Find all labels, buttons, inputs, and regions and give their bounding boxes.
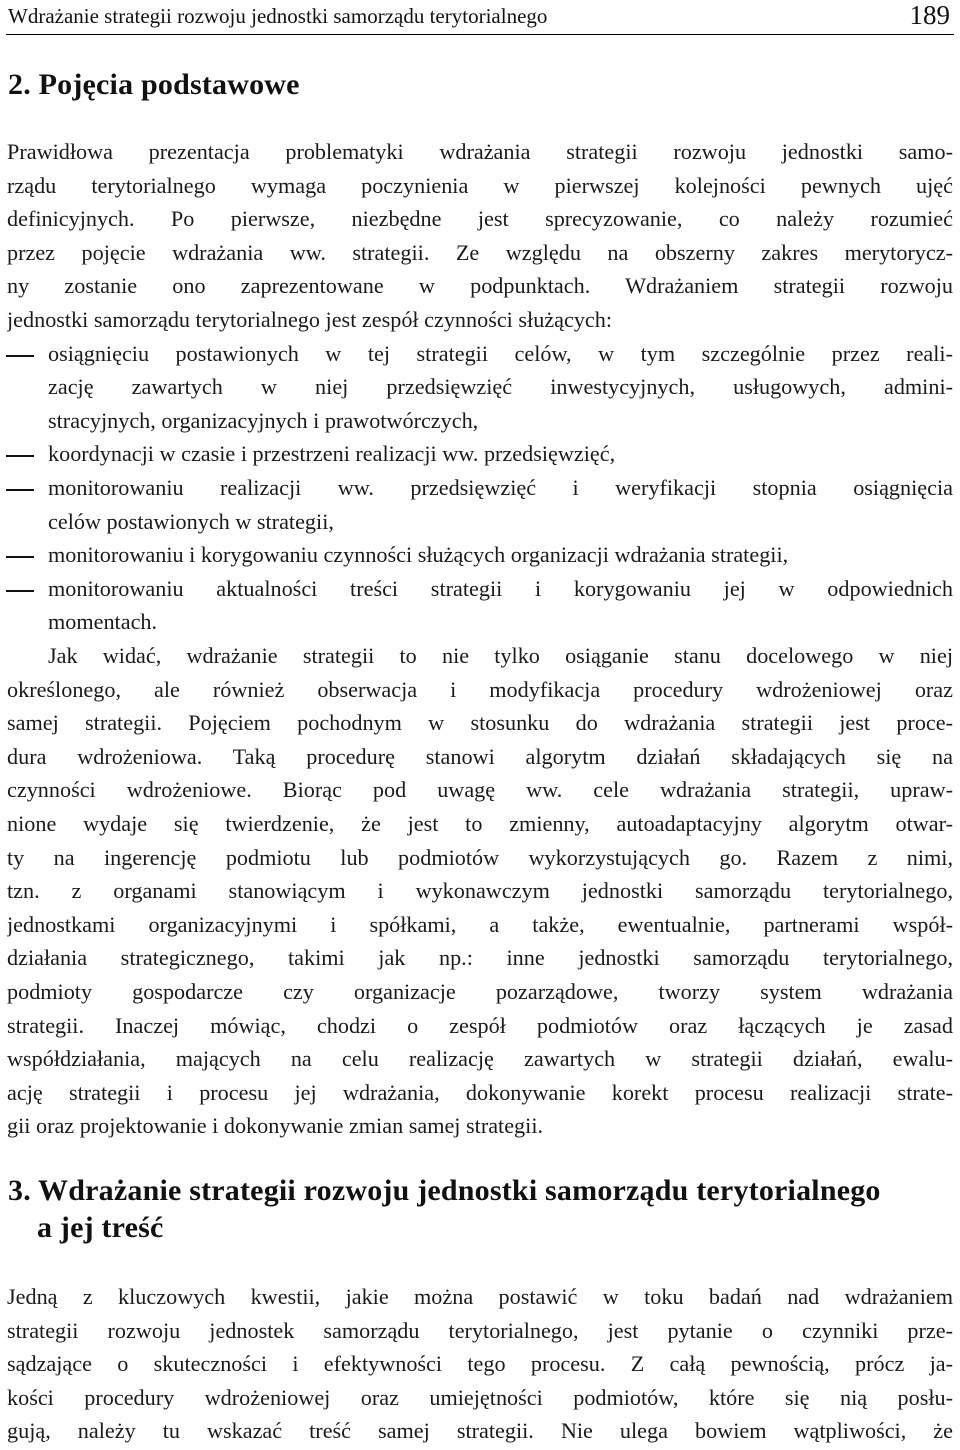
paragraph-line: dura wdrożeniowa. Taką procedurę stanowi algorytm działań składających się na bbox=[7, 744, 953, 769]
running-header-title: Wdrażanie strategii rozwoju jednostki samorządu terytorialnego bbox=[8, 4, 548, 28]
bullet-item-line: osiągnięciu postawionych w tej strategii celów, w tym szczególnie przez reali- bbox=[48, 341, 953, 366]
paragraph-line: strategii. Inaczej mówiąc, chodzi o zespół podmiotów oraz łączących je zasad bbox=[7, 1013, 953, 1038]
page-number: 189 bbox=[909, 0, 950, 30]
paragraph-line: rządu terytorialnego wymaga poczynienia w pierwszej kolejności pewnych ujęć bbox=[7, 173, 953, 198]
running-header bbox=[6, 0, 954, 35]
bullet-item-line: zację zawartych w niej przedsięwzięć inwestycyjnych, usługowych, admini- bbox=[48, 374, 953, 399]
paragraph-line: samej strategii. Pojęciem pochodnym w stosunku do wdrażania strategii jest proce- bbox=[7, 710, 953, 735]
paragraph-line: sądzające o skuteczności i efektywności tego procesu. Z całą pewnością, prócz ja- bbox=[7, 1351, 953, 1376]
paragraph-line: określonego, ale również obserwacja i modyfikacja procedury wdrożeniowej oraz bbox=[7, 677, 953, 702]
bullet-dash-icon bbox=[6, 556, 34, 558]
paragraph-line: działania strategicznego, takimi jak np.: inne jednostki samorządu terytorialnego, bbox=[7, 945, 953, 970]
paragraph-line: tzn. z organami stanowiącym i wykonawczym jednostki samorządu terytorialnego, bbox=[7, 878, 953, 903]
bullet-item-line: koordynacji w czasie i przestrzeni realizacji ww. przedsięwzięć, bbox=[48, 441, 616, 466]
paragraph-line: gują, należy tu wskazać treść samej strategii. Nie ulega bowiem wątpliwości, że bbox=[7, 1418, 953, 1443]
bullet-item-line: celów postawionych w strategii, bbox=[48, 509, 334, 534]
bullet-item-line: monitorowaniu realizacji ww. przedsięwzięć i weryfikacji stopnia osiągnięcia bbox=[48, 475, 953, 500]
paragraph-line: współdziałania, mających na celu realizację zawartych w strategii działań, ewalu- bbox=[7, 1046, 953, 1071]
paragraph-line: kości procedury wdrożeniowej oraz umiejętności podmiotów, które się nią posłu- bbox=[7, 1385, 953, 1410]
bullet-item-line: monitorowaniu i korygowaniu czynności służących organizacji wdrażania strategii, bbox=[48, 542, 789, 567]
bullet-item-line: monitorowaniu aktualności treści strategii i korygowaniu jej w odpowiednich bbox=[48, 576, 953, 601]
paragraph-line: przez pojęcie wdrażania ww. strategii. Ze względu na obszerny zakres merytorycz- bbox=[7, 240, 953, 265]
paragraph-line: strategii rozwoju jednostek samorządu terytorialnego, jest pytanie o czynniki prze- bbox=[7, 1318, 953, 1343]
bullet-dash-icon bbox=[6, 590, 34, 592]
paragraph-line: Jak widać, wdrażanie strategii to nie tylko osiąganie stanu docelowego w niej bbox=[48, 643, 953, 668]
paragraph-line: ację strategii i procesu jej wdrażania, dokonywanie korekt procesu realizacji strate- bbox=[7, 1080, 953, 1105]
paragraph-line: podmioty gospodarcze czy organizacje pozarządowe, tworzy system wdrażania bbox=[7, 979, 953, 1004]
paragraph-line: nione wydaje się twierdzenie, że jest to zmienny, autoadaptacyjny algorytm otwar- bbox=[7, 811, 953, 836]
paragraph-line: gii oraz projektowanie i dokonywanie zmian samej strategii. bbox=[7, 1113, 544, 1138]
bullet-dash-icon bbox=[6, 489, 34, 491]
paragraph-line: definicyjnych. Po pierwsze, niezbędne jest sprecyzowanie, co należy rozumieć bbox=[7, 206, 953, 231]
paragraph-line: czynności wdrożeniowe. Biorąc pod uwagę ww. cele wdrażania strategii, upraw- bbox=[7, 777, 953, 802]
paragraph-line: ty na ingerencję podmiotu lub podmiotów wykorzystujących go. Razem z nimi, bbox=[7, 845, 953, 870]
section-heading-3-line-2: a jej treść bbox=[37, 1211, 164, 1244]
paragraph-line: ny zostanie ono zaprezentowane w podpunktach. Wdrażaniem strategii rozwoju bbox=[7, 273, 953, 298]
paragraph-line: Jedną z kluczowych kwestii, jakie można postawić w toku badań nad wdrażaniem bbox=[7, 1284, 953, 1309]
section-heading-2: 2. Pojęcia podstawowe bbox=[8, 68, 300, 101]
paragraph-line: jednostkami organizacyjnymi i spółkami, a także, ewentualnie, partnerami współ- bbox=[7, 912, 953, 937]
bullet-item-line: momentach. bbox=[48, 609, 158, 634]
section-heading-3-line-1: 3. Wdrażanie strategii rozwoju jednostki samorządu terytorialnego bbox=[8, 1174, 881, 1207]
bullet-dash-icon bbox=[6, 455, 34, 457]
bullet-item-line: stracyjnych, organizacyjnych i prawotwórczych, bbox=[48, 408, 479, 433]
paragraph-line: Prawidłowa prezentacja problematyki wdrażania strategii rozwoju jednostki samo- bbox=[7, 139, 953, 164]
paragraph-line: jednostki samorządu terytorialnego jest zespół czynności służących: bbox=[7, 307, 613, 332]
bullet-dash-icon bbox=[6, 355, 34, 357]
